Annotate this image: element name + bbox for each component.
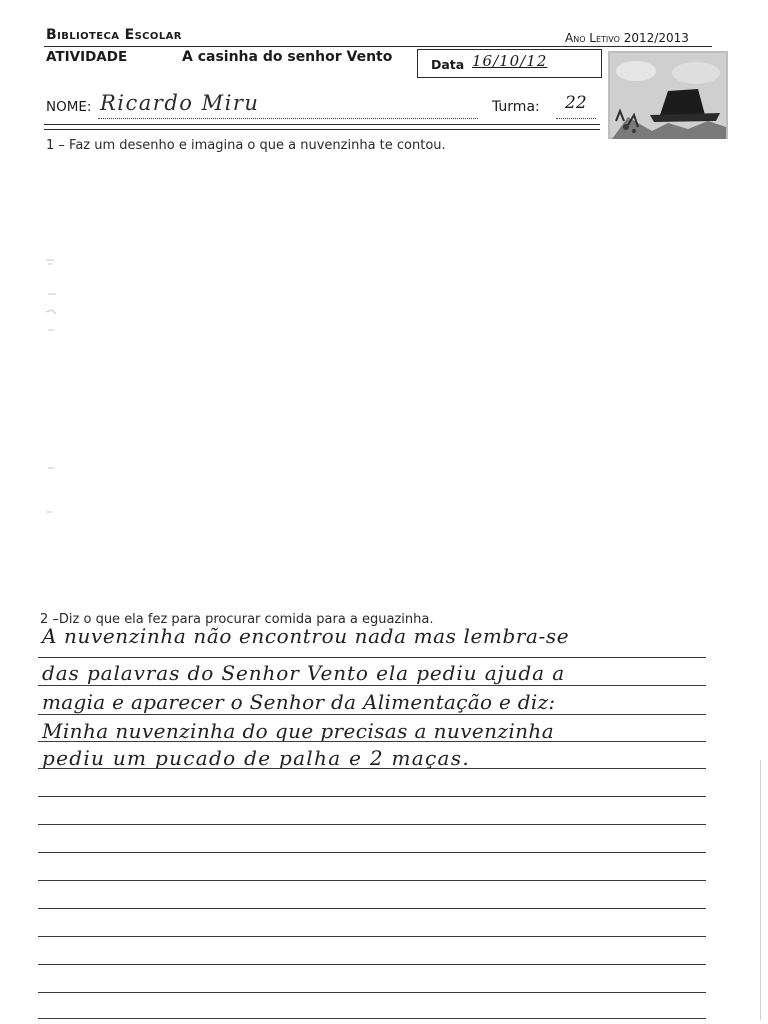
question-1: 1 – Faz um desenho e imagina o que a nuvenzinha te contou. bbox=[46, 138, 446, 153]
activity-label: ATIVIDADE bbox=[46, 49, 128, 65]
answer-line-1: A nuvenzinha não encontrou nada mas lembra-se bbox=[42, 624, 570, 648]
name-underline bbox=[98, 118, 478, 119]
date-label: Data bbox=[431, 57, 465, 72]
writing-rule bbox=[38, 741, 706, 742]
writing-rule bbox=[38, 685, 706, 686]
writing-rule bbox=[38, 1018, 706, 1019]
writing-rule bbox=[38, 796, 706, 797]
decorative-hat-icon bbox=[608, 51, 728, 139]
writing-rule bbox=[38, 714, 706, 715]
answer-line-3: magia e aparecer o Senhor da Alimentação e diz: bbox=[42, 690, 556, 714]
answer-line-4: Minha nuvenzinha do que precisas a nuvenzinha bbox=[42, 719, 555, 743]
scan-edge-mark bbox=[760, 760, 761, 1020]
writing-rule bbox=[38, 908, 706, 909]
writing-rule bbox=[38, 936, 706, 937]
writing-rule bbox=[38, 992, 706, 993]
writing-rule bbox=[38, 657, 706, 658]
header-top-rule bbox=[44, 46, 712, 47]
date-value: 16/10/12 bbox=[472, 52, 548, 70]
school-name: Biblioteca Escolar bbox=[46, 27, 182, 43]
writing-rule bbox=[38, 880, 706, 881]
school-year: Ano Letivo 2012/2013 bbox=[565, 31, 689, 45]
writing-rule bbox=[38, 964, 706, 965]
class-value: 22 bbox=[565, 93, 587, 113]
writing-rule bbox=[38, 768, 706, 769]
class-label: Turma: bbox=[492, 99, 540, 115]
header-bottom-rule-1 bbox=[44, 124, 600, 125]
question-2: 2 –Diz o que ela fez para procurar comida para a eguazinha. bbox=[40, 612, 434, 627]
class-underline bbox=[556, 118, 596, 119]
writing-rule bbox=[38, 852, 706, 853]
header-bottom-rule-2 bbox=[44, 129, 600, 130]
answer-line-2: das palavras do Senhor Vento ela pediu ajuda a bbox=[42, 661, 566, 685]
activity-title: A casinha do senhor Vento bbox=[182, 49, 393, 65]
name-label: NOME: bbox=[46, 99, 92, 115]
answer-line-5: pediu um pucado de palha e 2 maças. bbox=[42, 746, 470, 770]
writing-rule bbox=[38, 824, 706, 825]
drawing-area bbox=[40, 160, 730, 600]
name-value: Ricardo Miru bbox=[100, 91, 260, 115]
